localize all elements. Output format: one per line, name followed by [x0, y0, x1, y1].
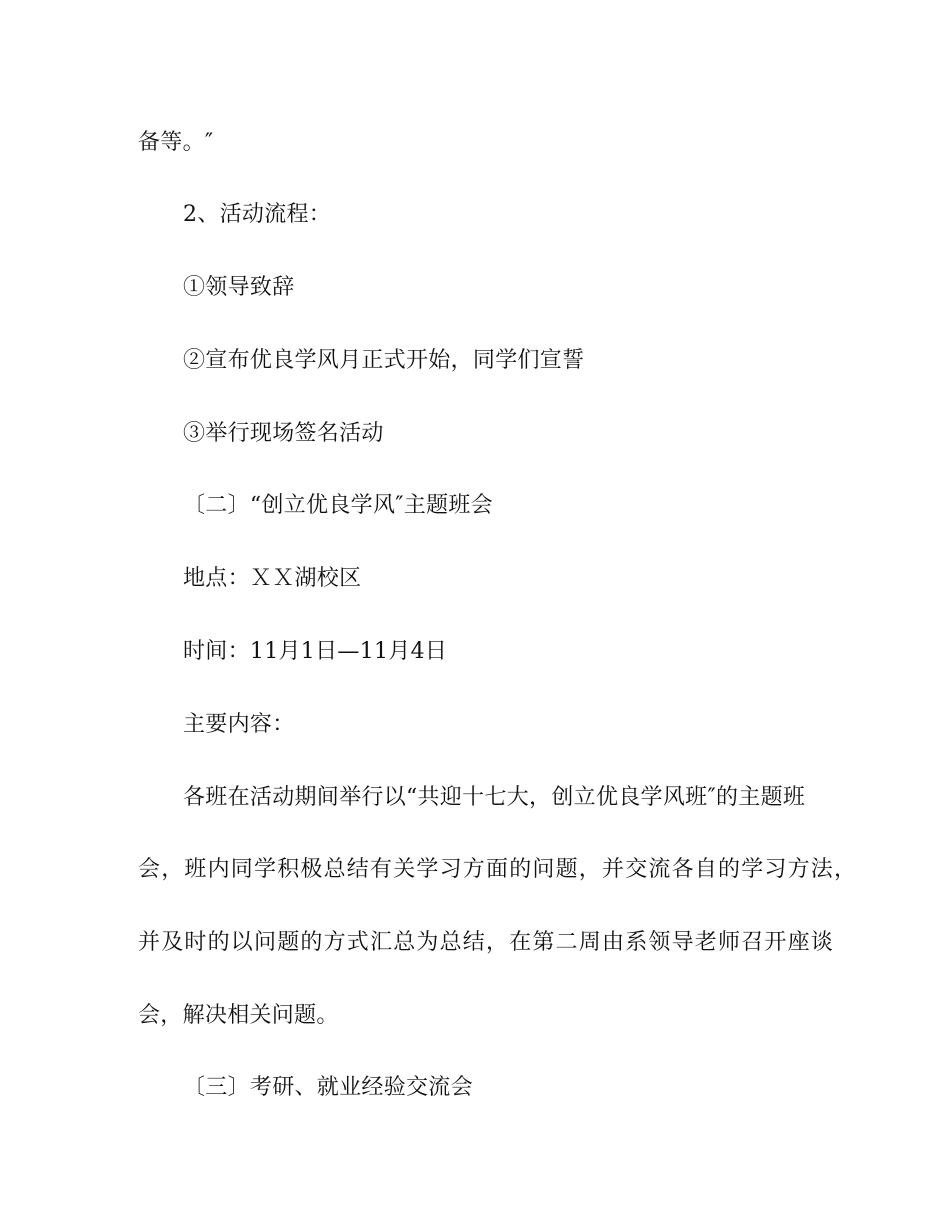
list-item: ①领导致辞 [183, 275, 295, 300]
paragraph-line: 各班在活动期间举行以“共迎十七大，创立优良学风班″的主题班 [183, 785, 806, 810]
content-heading: 主要内容： [183, 712, 295, 737]
list-item: ③举行现场签名活动 [183, 421, 384, 446]
section-heading: 〔二〕“创立优良学风″主题班会 [183, 493, 493, 518]
paragraph-line: 并及时的以问题的方式汇总为总结，在第二周由系领导老师召开座谈 [138, 930, 835, 955]
time-line: 时间：11月1日—11月4日 [183, 639, 448, 664]
paragraph-line: 会，班内同学积极总结有关学习方面的问题，并交流各自的学习方法， [138, 857, 858, 882]
section-heading: 〔三〕考研、就业经验交流会 [183, 1075, 473, 1100]
section-heading: 2、活动流程： [183, 202, 332, 227]
location-line: 地点：ＸＸ湖校区 [183, 566, 362, 591]
list-item: ②宣布优良学风月正式开始，同学们宣誓 [183, 348, 585, 373]
paragraph-line: 会，解决相关问题。 [138, 1003, 339, 1028]
paragraph-line: 备等。″ [138, 130, 214, 155]
